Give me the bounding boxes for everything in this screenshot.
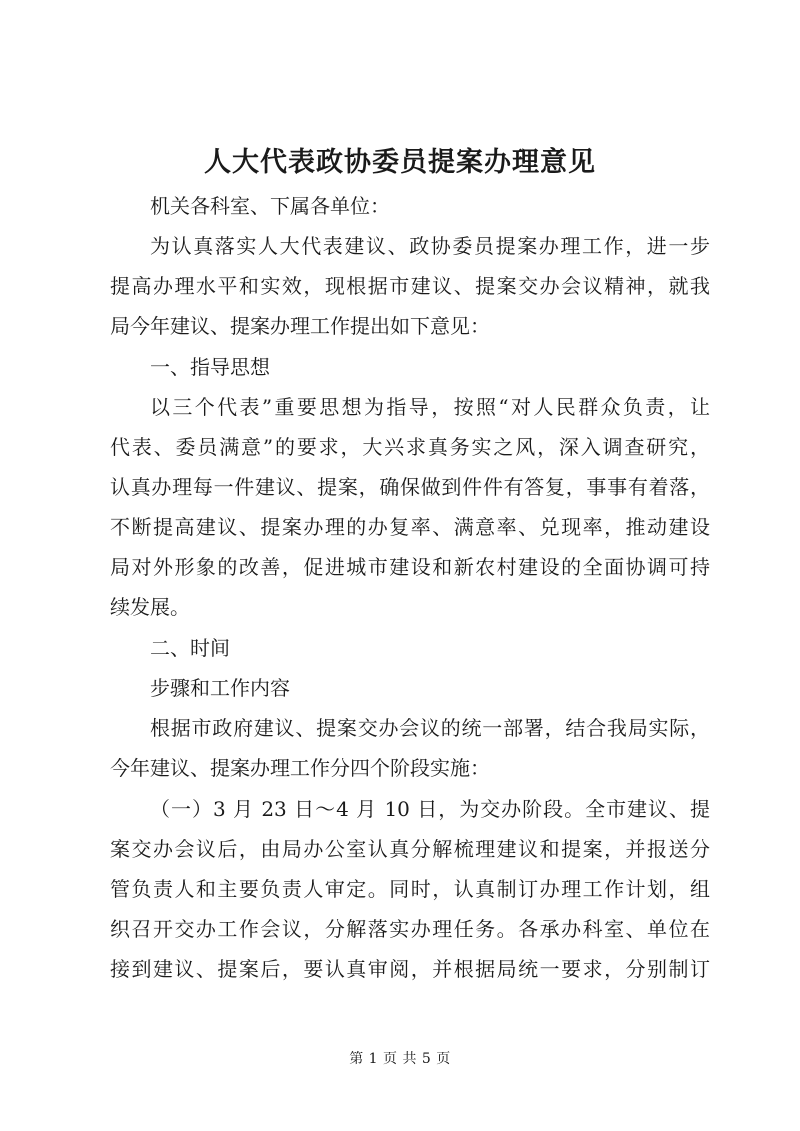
paragraph-line: 今年建议、提案办理工作分四个阶段实施： xyxy=(110,756,490,780)
paragraph-line: 不断提高建议、提案办理的办复率、满意率、兑现率，推动建设 xyxy=(110,515,710,539)
paragraph-line: 提高办理水平和实效，现根据市建议、提案交办会议精神，就我 xyxy=(110,274,710,298)
paragraph-line: 织召开交办工作会议，分解落实办理任务。各承办科室、单位在 xyxy=(110,917,710,941)
paragraph-line: 为认真落实人大代表建议、政协委员提案办理工作，进一步 xyxy=(150,234,710,258)
paragraph-line: 代表、委员满意”的要求，大兴求真务实之风，深入调查研究， xyxy=(110,435,710,459)
paragraph-line: 案交办会议后，由局办公室认真分解梳理建议和提案，并报送分 xyxy=(110,837,710,861)
section-heading: 二、时间 xyxy=(150,636,230,660)
paragraph-line: 根据市政府建议、提案交办会议的统一部署，结合我局实际， xyxy=(150,716,710,740)
page-number: 第 1 页 共 5 页 xyxy=(349,1051,451,1067)
section-heading: 一、指导思想 xyxy=(150,355,270,379)
section-heading: 步骤和工作内容 xyxy=(150,676,290,700)
paragraph-line: 管负责人和主要负责人审定。同时，认真制订办理工作计划，组 xyxy=(110,877,710,901)
document-title: 人大代表政协委员提案办理意见 xyxy=(204,147,596,178)
paragraph-line: 以三个代表”重要思想为指导，按照“对人民群众负责，让 xyxy=(150,395,710,419)
salutation: 机关各科室、下属各单位： xyxy=(150,194,390,218)
paragraph-line: 续发展。 xyxy=(110,595,190,619)
paragraph-line: 局今年建议、提案办理工作提出如下意见： xyxy=(110,314,490,338)
paragraph-line: （一）3 月 23 日～4 月 10 日，为交办阶段。全市建议、提 xyxy=(150,797,710,821)
paragraph-line: 局对外形象的改善，促进城市建设和新农村建设的全面协调可持 xyxy=(110,555,710,579)
paragraph-line: 接到建议、提案后，要认真审阅，并根据局统一要求，分别制订 xyxy=(110,957,710,981)
paragraph-line: 认真办理每一件建议、提案，确保做到件件有答复，事事有着落， xyxy=(110,475,710,499)
